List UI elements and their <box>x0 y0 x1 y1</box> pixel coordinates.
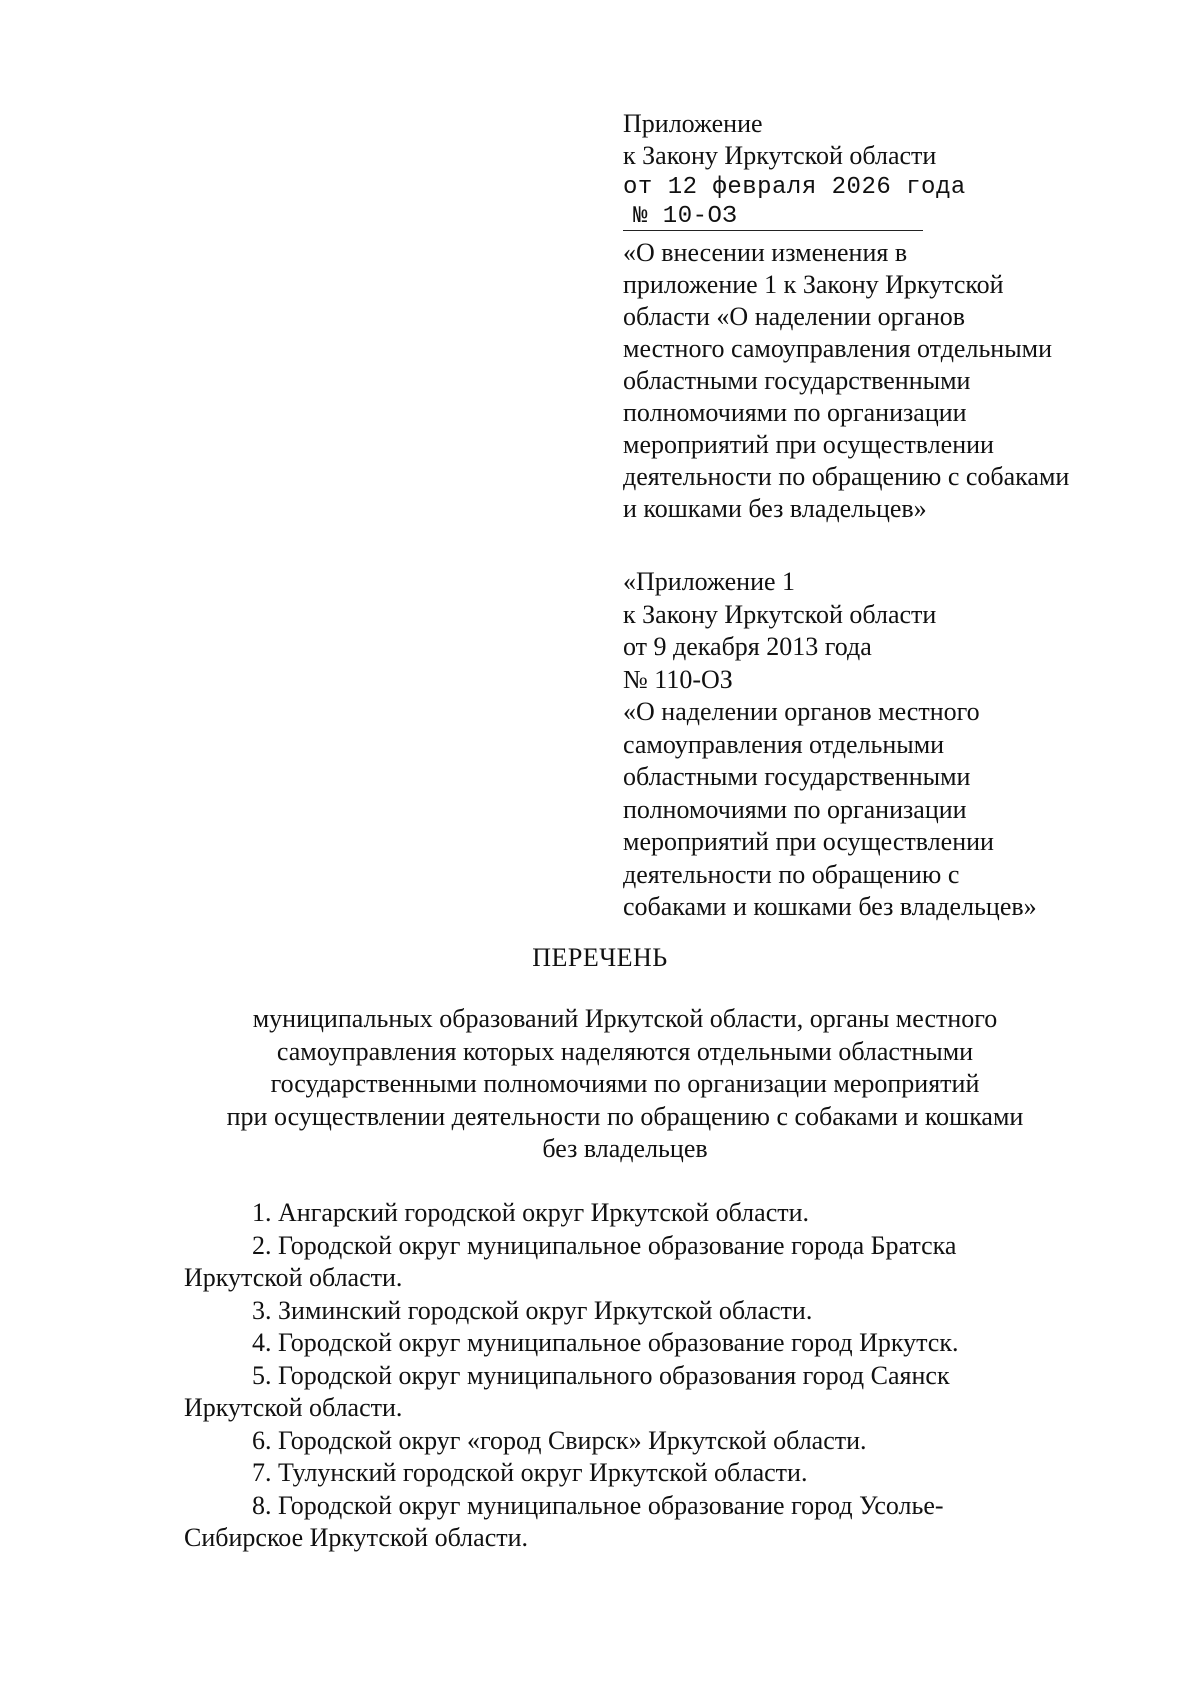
appendix-title-line: и кошками без владельцев» <box>623 494 927 523</box>
list-item-line: Иркутской области. <box>184 1393 403 1422</box>
subtitle-line: при осуществлении деятельности по обращению с собаками и кошками <box>226 1101 1024 1131</box>
list-item-line: 5. Городской округ муниципального образования город Саянск <box>252 1360 950 1390</box>
list-item-line: 4. Городской округ муниципальное образование город Иркутск. <box>252 1328 959 1357</box>
inner-appendix-line: деятельности по обращению с <box>623 859 960 889</box>
appendix-title-line: деятельности по обращению с собаками <box>623 462 1070 491</box>
list-item <box>184 1327 1084 1360</box>
appendix-title-line: приложение 1 к Закону Иркутской <box>623 270 1004 299</box>
inner-appendix-line: мероприятий при осуществлении <box>623 827 994 856</box>
list-item <box>184 1360 1084 1425</box>
appendix-number: № 10-ОЗ <box>623 204 923 231</box>
subtitle-line: муниципальных образований Иркутской области, органы местного <box>252 1004 998 1033</box>
municipality-list <box>184 1197 1084 1555</box>
inner-appendix-line: «Приложение 1 <box>623 567 796 596</box>
subtitle-line: государственными полномочиями по организации мероприятий <box>270 1069 980 1098</box>
list-item-line: 1. Ангарский городской округ Иркутской области. <box>252 1198 810 1227</box>
appendix-title-line: «О внесении изменения в <box>623 238 908 267</box>
inner-appendix-line: собаками и кошками без владельцев» <box>623 892 1037 921</box>
appendix-label: Приложение <box>623 109 763 138</box>
list-item <box>184 1197 1084 1230</box>
appendix-title-line: мероприятий при осуществлении <box>623 430 994 459</box>
document-heading: ПЕРЕЧЕНЬ <box>532 943 668 972</box>
appendix-title-line: области «О наделении органов <box>623 302 966 331</box>
subtitle-line: без владельцев <box>542 1134 708 1163</box>
inner-appendix-line: самоуправления отдельными <box>623 729 945 759</box>
list-item-line: 7. Тулунский городской округ Иркутской области. <box>252 1458 808 1487</box>
list-item <box>184 1425 1084 1458</box>
list-item <box>184 1490 1084 1555</box>
list-item <box>184 1457 1084 1490</box>
list-item-line: Иркутской области. <box>184 1263 403 1292</box>
list-item-line: 6. Городской округ «город Свирск» Иркутской области. <box>252 1425 867 1455</box>
inner-appendix-line: полномочиями по организации <box>623 794 967 824</box>
appendix-law-ref: к Закону Иркутской области <box>623 141 937 170</box>
appendix-title-line: областными государственными <box>623 366 971 395</box>
appendix-date: от 12 февраля 2026 года <box>623 174 966 201</box>
list-item-line: 3. Зиминский городской округ Иркутской области. <box>252 1295 813 1325</box>
appendix-header <box>623 108 1103 525</box>
document-subtitle <box>180 1003 1070 1166</box>
inner-appendix-line: областными государственными <box>623 762 971 791</box>
inner-appendix-line: от 9 декабря 2013 года <box>623 632 872 661</box>
list-item-line: 2. Городской округ муниципальное образование города Братска <box>252 1230 957 1260</box>
list-item <box>184 1230 1084 1295</box>
inner-appendix-line: «О наделении органов местного <box>623 697 980 726</box>
list-item <box>184 1295 1084 1328</box>
inner-appendix-header <box>623 566 1103 924</box>
appendix-title-line: местного самоуправления отдельными <box>623 334 1053 363</box>
subtitle-line: самоуправления которых наделяются отдельными областными <box>276 1036 974 1066</box>
appendix-title <box>623 237 1103 525</box>
inner-appendix-line: к Закону Иркутской области <box>623 599 937 629</box>
list-item-line: Сибирское Иркутской области. <box>184 1523 529 1552</box>
inner-appendix-line: № 110-ОЗ <box>623 664 733 694</box>
appendix-title-line: полномочиями по организации <box>623 398 967 427</box>
list-item-line: 8. Городской округ муниципальное образование город Усолье- <box>252 1490 944 1520</box>
